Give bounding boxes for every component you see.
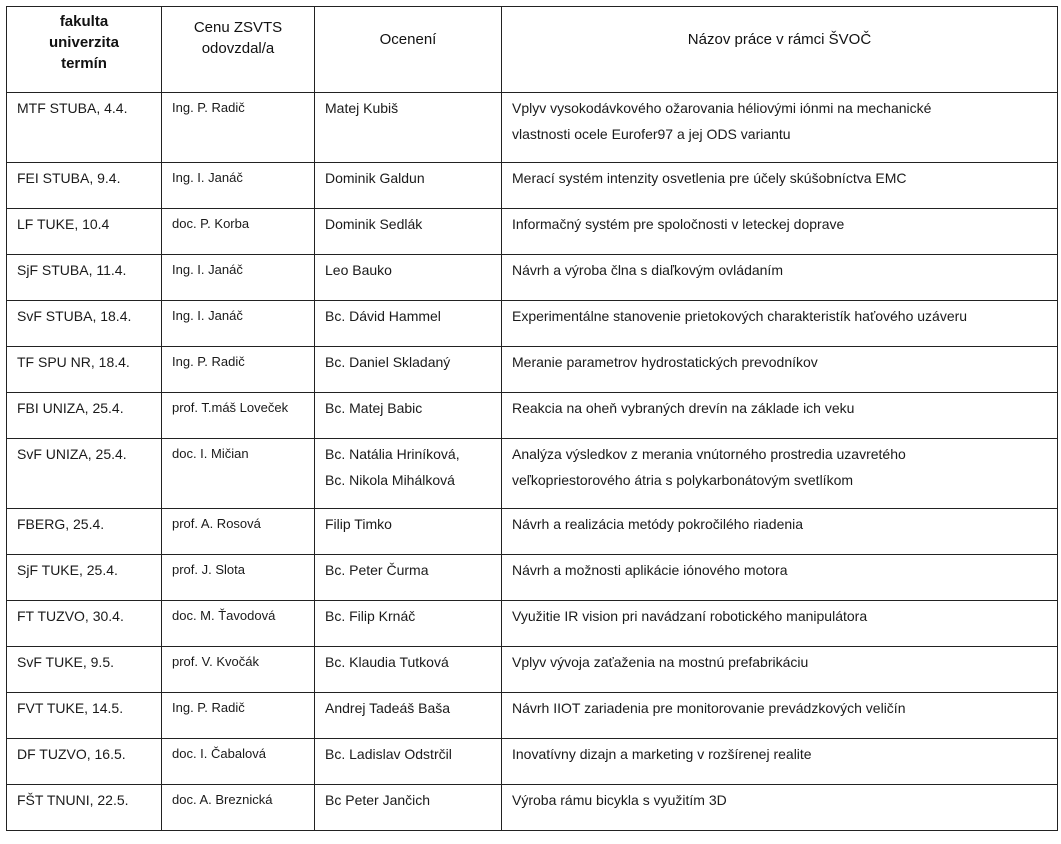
- cell-fakulta: SvF UNIZA, 25.4.: [7, 439, 162, 509]
- cell-oceneni: Bc. Daniel Skladaný: [315, 347, 502, 393]
- cell-odovzdal: Ing. I. Janáč: [162, 301, 315, 347]
- cell-fakulta: SjF STUBA, 11.4.: [7, 255, 162, 301]
- cell-odovzdal: doc. I. Mičian: [162, 439, 315, 509]
- cell-oceneni: Leo Bauko: [315, 255, 502, 301]
- cell-odovzdal: prof. V. Kvočák: [162, 647, 315, 693]
- table-row: [7, 255, 1058, 301]
- table-row: [7, 693, 1058, 739]
- header-odovzdal: Cenu ZSVTS odovzdal/a: [162, 7, 315, 93]
- header-oceneni: Ocenení: [315, 7, 502, 93]
- cell-oceneni: Bc. Klaudia Tutková: [315, 647, 502, 693]
- cell-fakulta: FEI STUBA, 9.4.: [7, 163, 162, 209]
- cell-odovzdal: Ing. P. Radič: [162, 347, 315, 393]
- cell-odovzdal: Ing. I. Janáč: [162, 163, 315, 209]
- cell-odovzdal: doc. M. Ťavodová: [162, 601, 315, 647]
- table-row: [7, 163, 1058, 209]
- cell-fakulta: SvF STUBA, 18.4.: [7, 301, 162, 347]
- cell-oceneni: Bc. Matej Babic: [315, 393, 502, 439]
- cell-odovzdal: prof. T.máš Loveček: [162, 393, 315, 439]
- cell-nazov: Výroba rámu bicykla s využitím 3D: [502, 785, 1058, 831]
- table-row: [7, 393, 1058, 439]
- table-row: [7, 439, 1058, 509]
- cell-fakulta: TF SPU NR, 18.4.: [7, 347, 162, 393]
- cell-nazov: Využitie IR vision pri navádzaní robotického manipulátora: [502, 601, 1058, 647]
- cell-oceneni: Bc. Dávid Hammel: [315, 301, 502, 347]
- cell-oceneni: Dominik Sedlák: [315, 209, 502, 255]
- table-row: [7, 93, 1058, 163]
- cell-nazov: Vplyv vysokodávkového ožarovania héliovými iónmi na mechanické vlastnosti ocele Eurofer97 a jej ODS variantu: [502, 93, 1058, 163]
- cell-odovzdal: doc. I. Čabalová: [162, 739, 315, 785]
- header-nazov: Názov práce v rámci ŠVOČ: [502, 7, 1058, 93]
- cell-nazov: Meranie parametrov hydrostatických prevodníkov: [502, 347, 1058, 393]
- cell-oceneni: Matej Kubiš: [315, 93, 502, 163]
- cell-fakulta: FT TUZVO, 30.4.: [7, 601, 162, 647]
- cell-oceneni: Bc. Ladislav Odstrčil: [315, 739, 502, 785]
- cell-nazov: Reakcia na oheň vybraných drevín na základe ich veku: [502, 393, 1058, 439]
- cell-nazov: Merací systém intenzity osvetlenia pre účely skúšobníctva EMC: [502, 163, 1058, 209]
- cell-oceneni: Bc. Peter Čurma: [315, 555, 502, 601]
- cell-oceneni: Bc. Natália Hriníková, Bc. Nikola Mihálková: [315, 439, 502, 509]
- table-row: [7, 785, 1058, 831]
- cell-nazov: Návrh a realizácia metódy pokročilého riadenia: [502, 509, 1058, 555]
- cell-fakulta: SjF TUKE, 25.4.: [7, 555, 162, 601]
- cell-fakulta: DF TUZVO, 16.5.: [7, 739, 162, 785]
- table-row: [7, 601, 1058, 647]
- table-row: [7, 647, 1058, 693]
- cell-oceneni: Bc Peter Jančich: [315, 785, 502, 831]
- table-row: [7, 209, 1058, 255]
- cell-fakulta: LF TUKE, 10.4: [7, 209, 162, 255]
- cell-nazov: Vplyv vývoja zaťaženia na mostnú prefabrikáciu: [502, 647, 1058, 693]
- cell-odovzdal: doc. P. Korba: [162, 209, 315, 255]
- cell-nazov: Informačný systém pre spoločnosti v leteckej doprave: [502, 209, 1058, 255]
- cell-fakulta: MTF STUBA, 4.4.: [7, 93, 162, 163]
- cell-odovzdal: Ing. P. Radič: [162, 93, 315, 163]
- cell-fakulta: FVT TUKE, 14.5.: [7, 693, 162, 739]
- cell-nazov: Inovatívny dizajn a marketing v rozšírenej realite: [502, 739, 1058, 785]
- cell-nazov: Návrh IIOT zariadenia pre monitorovanie prevádzkových veličín: [502, 693, 1058, 739]
- cell-fakulta: FŠT TNUNI, 22.5.: [7, 785, 162, 831]
- cell-nazov: Návrh a výroba člna s diaľkovým ovládaním: [502, 255, 1058, 301]
- cell-fakulta: FBERG, 25.4.: [7, 509, 162, 555]
- cell-odovzdal: Ing. P. Radič: [162, 693, 315, 739]
- cell-odovzdal: Ing. I. Janáč: [162, 255, 315, 301]
- table-header-row: [7, 7, 1058, 93]
- table-row: [7, 301, 1058, 347]
- cell-fakulta: FBI UNIZA, 25.4.: [7, 393, 162, 439]
- table-row: [7, 347, 1058, 393]
- header-fakulta: fakulta univerzita termín: [7, 7, 162, 93]
- cell-nazov: Analýza výsledkov z merania vnútorného prostredia uzavretého veľkopriestorového átria s polykarbonátovým svetlíkom: [502, 439, 1058, 509]
- cell-odovzdal: prof. J. Slota: [162, 555, 315, 601]
- cell-oceneni: Andrej Tadeáš Baša: [315, 693, 502, 739]
- svoc-awards-table: [6, 6, 1058, 831]
- cell-oceneni: Filip Timko: [315, 509, 502, 555]
- table-row: [7, 739, 1058, 785]
- cell-odovzdal: doc. A. Breznická: [162, 785, 315, 831]
- table-row: [7, 555, 1058, 601]
- cell-oceneni: Dominik Galdun: [315, 163, 502, 209]
- cell-oceneni: Bc. Filip Krnáč: [315, 601, 502, 647]
- cell-nazov: Experimentálne stanovenie prietokových charakteristík haťového uzáveru: [502, 301, 1058, 347]
- cell-odovzdal: prof. A. Rosová: [162, 509, 315, 555]
- table-row: [7, 509, 1058, 555]
- cell-fakulta: SvF TUKE, 9.5.: [7, 647, 162, 693]
- table-body: [7, 93, 1058, 831]
- cell-nazov: Návrh a možnosti aplikácie iónového motora: [502, 555, 1058, 601]
